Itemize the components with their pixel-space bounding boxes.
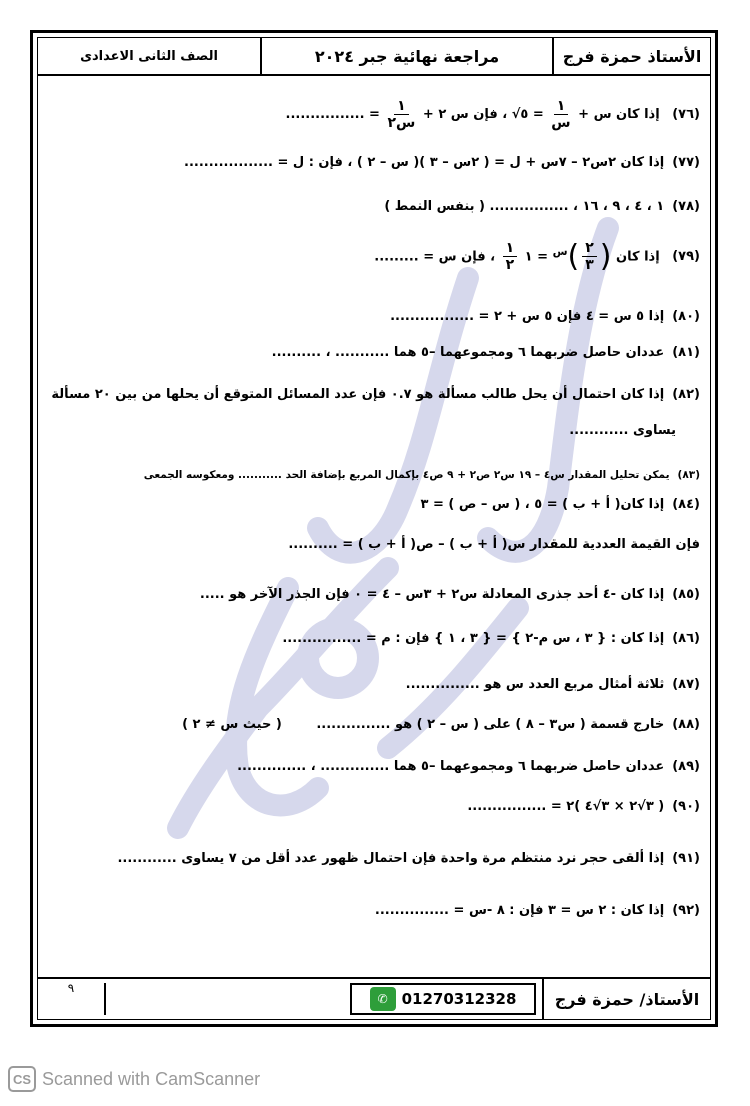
frac-denominator: س [551, 115, 571, 131]
fraction-2-over-3 [582, 240, 597, 273]
question-number: (٨٦) [672, 631, 700, 646]
question-text-line1: إذا كان احتمال أن يحل طالب مسألة هو ٠.٧ فإن عدد المسائل المتوقع أن يحلها من بين ٢٠ مسألة [51, 387, 665, 402]
page-frame [30, 30, 718, 1027]
question-89 [48, 758, 700, 776]
footer-phone-box [350, 983, 536, 1015]
header-teacher-name: الأستاذ حمزة فرج [552, 38, 710, 74]
question-text: إذا ألقى حجر نرد منتظم مرة واحدة فإن احتمال ظهور عدد أقل من ٧ يساوى ............ [117, 851, 665, 866]
paren-open: ( [599, 238, 612, 274]
exponent: س [552, 245, 568, 258]
question-text: إذا ٥ س = ٤ فإن ٥ س + ٢ = ................. [390, 309, 665, 324]
q76-part-d: = ٥√ [511, 107, 544, 122]
frac-numerator: ١ [554, 98, 569, 115]
question-84 [48, 496, 700, 514]
question-number: (٨٠) [672, 309, 700, 324]
question-76 [48, 98, 700, 132]
question-text-line2: يساوى ............ [569, 423, 676, 438]
question-number: (٩١) [672, 851, 700, 866]
question-text: يمكن تحليل المقدار س٤ – ١٩ س٢ ص٢ + ٩ ص٤ بإكمال المربع بإضافة الحد ........... ومعكوسه الجمعى [143, 469, 670, 481]
questions-area [48, 88, 700, 969]
page-footer [38, 977, 710, 1019]
question-text-line2: فإن القيمة العددية للمقدار س( أ + ب ) – ص( أ + ب ) = .......... [288, 537, 700, 552]
question-number: (٩٠) [672, 799, 700, 814]
question-number: (٨٤) [672, 497, 700, 512]
footer-blank-box [104, 983, 344, 1015]
question-80 [48, 308, 700, 326]
question-text: ثلاثة أمثال مربع العدد س هو ............... [405, 677, 665, 692]
frac-numerator: ٢ [582, 240, 597, 257]
question-text: إذا كان : ٢ س = ٣ فإن : ٨ -س = ............... [374, 903, 665, 918]
frac-numerator: ١ [503, 240, 518, 257]
header-grade: الصف الثانى الاعدادى [80, 48, 218, 64]
question-number: (٨١) [672, 345, 700, 360]
question-79 [48, 230, 700, 279]
question-number: (٨٩) [672, 759, 700, 774]
camscanner-logo-icon: CS [8, 1066, 36, 1092]
footer-teacher-name: الأستاذ/ حمزة فرج [542, 979, 710, 1019]
question-number: (٨٣) [677, 469, 700, 481]
question-note: ( حيث س ≠ ٢ ) [182, 717, 282, 732]
question-77 [48, 154, 700, 172]
frac-denominator: ٣ [585, 257, 594, 274]
question-number: (٧٩) [672, 249, 700, 265]
question-number: (٩٢) [672, 903, 700, 918]
question-number: (٨٥) [672, 587, 700, 602]
question-87 [48, 676, 700, 694]
question-number: (٨٨) [672, 717, 700, 732]
question-81 [48, 344, 700, 362]
q76-part-e: ، فإن س ٢ + [422, 107, 508, 122]
question-text: إذا كان ٢س٢ – ٧س + ل = ( ٢س – ٣ )( س – ٢ ) ، فإن : ل = .................. [184, 155, 665, 170]
whatsapp-icon: ✆ [370, 987, 396, 1011]
question-85 [48, 586, 700, 604]
question-84-line2 [48, 536, 700, 554]
frac-numerator: ١ [394, 98, 409, 115]
paren-close: ) [567, 238, 580, 274]
question-90 [48, 798, 700, 816]
question-text: عددان حاصل ضربهما ٦ ومجموعهما –٥ هما .............. ، .............. [237, 759, 665, 774]
question-86 [48, 630, 700, 648]
question-text: ١ ، ٤ ، ٩ ، ١٦ ، ................ ( بنفس النمط ) [384, 199, 665, 214]
question-text-line1: إذا كان( أ + ب ) = ٥ ، ( س – ص ) = ٣ [420, 497, 665, 512]
q79-part-h: ، فإن س = ......... [374, 249, 496, 265]
question-text: إذا كان -٤ أحد جذرى المعادلة س٢ + ٣س – ٤ = ٠ فإن الجذر الآخر هو ..... [199, 587, 665, 602]
question-78 [48, 198, 700, 216]
question-number: (٧٦) [672, 107, 700, 122]
camscanner-label: Scanned with CamScanner [42, 1068, 261, 1089]
question-92 [48, 902, 700, 920]
question-91 [48, 850, 700, 868]
frac-denominator: س٢ [387, 115, 416, 131]
question-number: (٨٧) [672, 677, 700, 692]
camscanner-footer [8, 1066, 260, 1092]
q79-part-a: إذا كان [616, 249, 660, 265]
footer-page-number: ٩ [67, 981, 75, 995]
q76-part-a: إذا كان س + [578, 107, 660, 122]
question-text: عددان حاصل ضربهما ٦ ومجموعهما –٥ هما ........... ، .......... [271, 345, 665, 360]
question-number: (٧٧) [672, 155, 700, 170]
question-83 [48, 466, 700, 484]
question-88 [48, 716, 700, 734]
question-number: (٨٢) [672, 387, 700, 402]
frac-denominator: ٢ [505, 257, 515, 274]
question-82-line2 [48, 422, 676, 440]
question-82 [48, 386, 700, 404]
fraction-1-over-x-squared [387, 98, 415, 131]
page-header [38, 38, 710, 76]
page-inner-border [37, 37, 711, 1020]
header-title: مراجعة نهائية جبر ٢٠٢٤ [260, 38, 552, 74]
question-text: خارج قسمة ( س٣ – ٨ ) على ( س – ٢ ) هو ............... [316, 717, 665, 732]
fraction-1-over-x [551, 98, 570, 131]
fraction-1-over-2 [503, 240, 518, 273]
footer-phone-number: 01270312328 [401, 990, 517, 1008]
question-text: ( ٣√٢ × ٣√٤ )٢ = ................ [467, 799, 665, 814]
question-text: إذا كان : { ٣ ، س م-٢ } = { ٣ ، ١ } فإن : م = ................ [282, 631, 665, 646]
q76-part-h: = ................ [285, 107, 380, 122]
question-number: (٧٨) [672, 199, 700, 214]
q79-part-e: = ١ [524, 249, 549, 265]
